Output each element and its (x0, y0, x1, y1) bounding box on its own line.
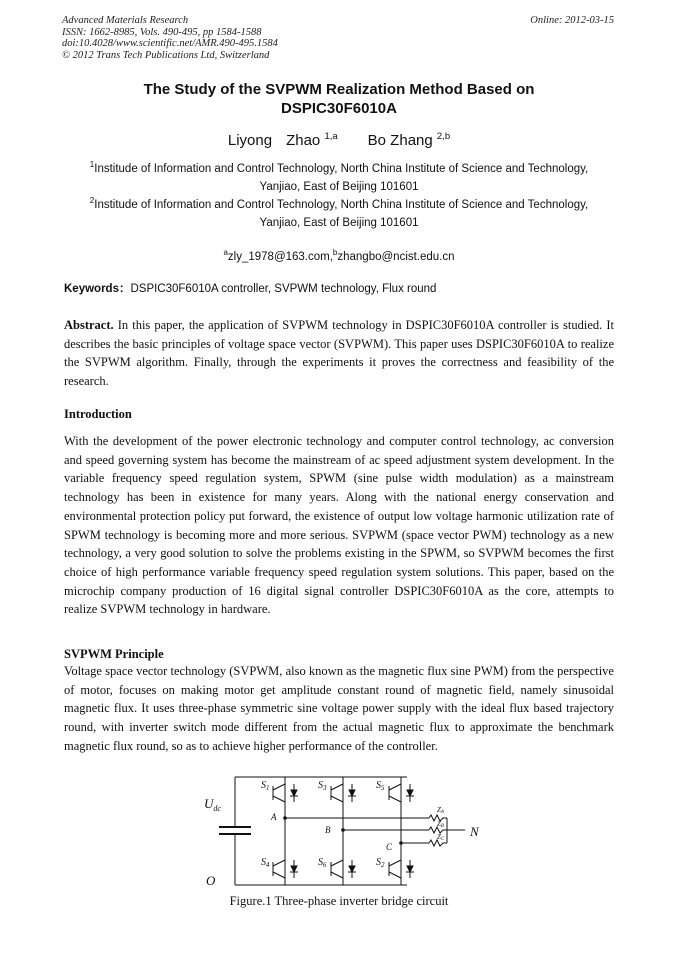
s6-label: S (318, 857, 323, 868)
keywords (64, 281, 614, 297)
copyright-line: © 2012 Trans Tech Publications Ltd, Switzerland (62, 49, 270, 61)
affiliation-1 (64, 156, 614, 196)
svg-text:ZA (437, 806, 445, 815)
za-subscript: A (440, 810, 444, 815)
inverter-circuit-diagram (195, 770, 495, 890)
abstract (64, 316, 614, 391)
svpwm-principle-heading: SVPWM Principle (64, 647, 164, 661)
introduction-text: With the development of the power electronic technology and computer control technology, ac conversion and speed governing system has become the mainstream of ac speed adjustment system development. In the variable frequency speed regulation system, SPWM (sine pulse width modulation) as a mainstream technology has been in existence for many years. Along with the national energy conservation and environmental protection policy put forward, the existence of output low voltage harmonic utilization rate of SPWM technology is becoming more and more serious. SVPWM (space vector PWM) technology as a new technology, a very good solution to solve the problems existing in the SPWM, so SVPWM becomes the first choice of high performance variable frequency speed regulation system solutions. This paper, based on the microchip company production of 16 digital signal controller DSPIC30F6010A as the core, attempts to realize SVPWM technology in hardware. (64, 434, 614, 617)
online-date: Online: 2012-03-15 (530, 15, 614, 26)
email-a-mark: a (223, 248, 228, 257)
affiliation-1-mark: 1 (89, 160, 95, 169)
node-label-c: C (386, 842, 393, 852)
email-b-mark: b (332, 248, 338, 257)
svg-text:S1 (261, 780, 270, 792)
svg-text:S2 (376, 857, 385, 869)
udc-subscript: dc (213, 804, 221, 813)
s1-label: S (261, 780, 266, 791)
s3-label: S (318, 780, 323, 791)
svg-text:S3 (318, 780, 327, 792)
s6-subscript: 6 (323, 861, 327, 869)
abstract-text: In this paper, the application of SVPWM technology in DSPIC30F6010A controller is studied. It describes the basic principles of voltage space vector (SVPWM). This paper uses DSPIC30F6010A to realize the SVPWM algorithm. Finally, through the experiments it proves the correctness and feasibility of the research. (64, 318, 614, 389)
ground-label-o: O (206, 873, 216, 888)
affiliation-2-mark: 2 (89, 196, 95, 205)
s2-label: S (376, 857, 381, 868)
author-1-given: Liyong (227, 132, 273, 149)
email-b[interactable]: zhangbo@ncist.edu.cn (337, 251, 455, 263)
keywords-label: Keywords： (64, 283, 131, 295)
svpwm-principle-text: Voltage space vector technology (SVPWM, also known as the magnetic flux sine PWM) from the perspective of motor, focuses on making motor get amplitude constant round of magnetic field, namely sinusoidal magnetic flux. It uses three-phase symmetric sine voltage power supply with the ideal flux based trajectory round, with inverter switch mode different from the actual magnetic flux to approximate the benchmark magnetic flux round, so as to achieve higher performance of the controller. (64, 664, 614, 753)
neutral-label-n: N (470, 824, 479, 839)
doi-line: doi:10.4028/www.scientific.net/AMR.490-495.1584 (62, 38, 278, 49)
email-a[interactable]: zly_1978@163.com, (227, 251, 333, 263)
node-label-a: A (271, 812, 277, 822)
s2-subscript: 2 (381, 861, 385, 869)
s4-label: S (261, 857, 266, 868)
author-1-affiliation-mark: 1,a (324, 131, 338, 142)
zb-label: Z (437, 820, 441, 828)
author-emails (64, 245, 614, 265)
issn-line: ISSN: 1662-8985, Vols. 490-495, pp 1584-1588 (62, 26, 262, 38)
abstract-label: Abstract. (64, 318, 114, 332)
zc-subscript: C (440, 837, 445, 842)
s4-subscript: 4 (266, 861, 270, 869)
title-line-1: The Study of the SVPWM Realization Method Based on (143, 81, 535, 98)
zc-label: Z (437, 833, 441, 841)
journal-name: Advanced Materials Research (62, 15, 189, 26)
affiliation-2-line-2: Yanjiao, East of Beijing 101601 (259, 217, 419, 229)
svg-text:Udc (204, 796, 221, 813)
s3-subscript: 3 (323, 784, 327, 792)
affiliation-2 (64, 192, 614, 232)
journal-header (62, 15, 482, 61)
title-line-2: DSPIC30F6010A (281, 100, 397, 117)
author-2-name: Bo Zhang (367, 132, 433, 149)
node-label-b: B (325, 825, 331, 835)
svg-text:S4 (261, 857, 270, 869)
figure-caption: Figure.1 Three-phase inverter bridge circuit (229, 894, 449, 908)
affiliation-2-line-1: Institude of Information and Control Technology, North China Institute of Science and Technology, (94, 199, 589, 211)
svg-text:S5 (376, 780, 385, 792)
udc-label: U (204, 796, 214, 811)
s5-subscript: 5 (381, 784, 385, 792)
svg-text:ZB (437, 820, 444, 829)
keywords-text: DSPIC30F6010A controller, SVPWM technology, Flux round (130, 283, 437, 295)
svg-text:S6 (318, 857, 327, 869)
za-label: Z (437, 806, 441, 814)
author-1-family: Zhao (286, 132, 321, 149)
author-list (64, 127, 614, 151)
svg-text:ZC (437, 833, 445, 842)
s5-label: S (376, 780, 381, 791)
author-2-affiliation-mark: 2,b (436, 131, 451, 142)
paper-title (64, 80, 614, 118)
zb-subscript: B (440, 824, 444, 829)
s1-subscript: 1 (266, 784, 270, 792)
affiliation-1-line-1: Institude of Information and Control Technology, North China Institute of Science and Technology, (94, 163, 589, 175)
affiliation-1-line-2: Yanjiao, East of Beijing 101601 (259, 181, 419, 193)
introduction-heading: Introduction (64, 407, 132, 421)
